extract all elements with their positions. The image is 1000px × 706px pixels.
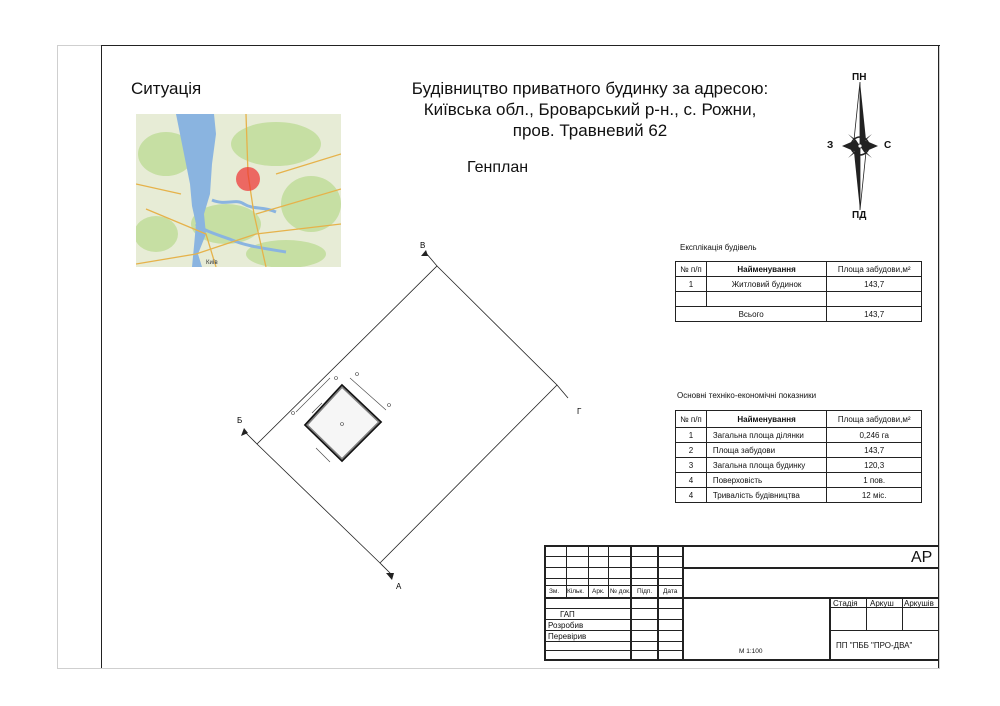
table-total-row xyxy=(676,307,922,322)
title-block xyxy=(544,545,939,661)
title-line: пров. Травневий 62 xyxy=(512,121,668,140)
house-footprint xyxy=(292,373,391,463)
plot-corner-label: В xyxy=(420,241,426,250)
stamp-column-label: Підп. xyxy=(637,588,653,595)
plot-corner-label: Б xyxy=(237,416,243,425)
table-header-cell: Найменування xyxy=(706,411,827,428)
table-cell: 2 xyxy=(676,443,707,458)
table-cell xyxy=(676,292,707,307)
explication-table xyxy=(675,261,922,322)
title-line: Київська обл., Броварський р-н., с. Рожни, xyxy=(423,100,757,119)
table-header-cell: Площа забудови,м² xyxy=(827,411,922,428)
stamp-column-label: Дата xyxy=(663,588,678,595)
explication-title: Експлікація будівель xyxy=(680,243,757,252)
table-cell: 12 міс. xyxy=(827,488,922,503)
arrow-marker xyxy=(421,250,428,256)
stamp-role-label: ГАП xyxy=(560,610,575,619)
stamp-column-label: № док. xyxy=(610,588,631,595)
total-label: Всього xyxy=(676,307,827,322)
table-cell: 143,7 xyxy=(827,443,922,458)
table-header-cell: № п/п xyxy=(676,411,707,428)
table-cell xyxy=(706,292,827,307)
table-row xyxy=(676,277,922,292)
title-line: Будівництво приватного будинку за адресою: xyxy=(411,79,769,98)
table-row xyxy=(676,443,922,458)
table-header-row xyxy=(676,262,922,277)
table-cell: 4 xyxy=(676,488,707,503)
table-cell: Житловий будинок xyxy=(706,277,827,292)
plot-boundary xyxy=(257,266,557,563)
table-cell: 4 xyxy=(676,473,707,488)
compass-east-label: С xyxy=(884,140,892,151)
table-cell: 0,246 га xyxy=(827,428,922,443)
table-header-cell: Найменування xyxy=(706,262,827,277)
plot-corner-label: Г xyxy=(577,407,582,416)
table-row xyxy=(676,428,922,443)
table-row xyxy=(676,292,922,307)
table-cell: 1 xyxy=(676,277,707,292)
table-header-cell: № п/п xyxy=(676,262,707,277)
table-cell: 1 xyxy=(676,428,707,443)
arrow-marker xyxy=(386,573,394,580)
situation-label: Ситуація xyxy=(131,79,202,98)
stamp-column-label: Кільк. xyxy=(567,588,585,595)
stamp-stage-header: Аркушів xyxy=(904,599,934,608)
document-code: АР xyxy=(911,549,933,566)
table-cell xyxy=(827,292,922,307)
indicators-title: Основні техніко-економічні показники xyxy=(677,391,817,400)
stamp-stage-header: Стадія xyxy=(833,599,858,608)
company-name: ПП "ПББ "ПРО-ДВА" xyxy=(836,641,913,650)
table-header-row xyxy=(676,411,922,428)
indicators-table xyxy=(675,410,922,503)
arrow-marker xyxy=(241,428,248,436)
table-cell: Поверховість xyxy=(706,473,827,488)
table-cell: Загальна площа будинку xyxy=(706,458,827,473)
compass-south-label: ПД xyxy=(852,210,867,221)
compass-north-label: ПН xyxy=(852,72,867,83)
table-cell: 3 xyxy=(676,458,707,473)
stamp-role-label: Перевірив xyxy=(548,632,587,641)
table-cell: 120,3 xyxy=(827,458,922,473)
genplan-label: Генплан xyxy=(467,159,529,176)
table-row xyxy=(676,458,922,473)
table-cell: Загальна площа ділянки xyxy=(706,428,827,443)
stamp-role-label: Розробив xyxy=(548,621,584,630)
stamp-stage-header: Аркуш xyxy=(870,599,894,608)
compass-west-label: З xyxy=(827,140,834,151)
stamp-column-label: Арк. xyxy=(592,588,605,595)
table-cell: 1 пов. xyxy=(827,473,922,488)
table-row xyxy=(676,473,922,488)
table-header-cell: Площа забудови,м² xyxy=(827,262,922,277)
table-row xyxy=(676,488,922,503)
drawing-scale: М 1:100 xyxy=(739,648,763,655)
total-value: 143,7 xyxy=(827,307,922,322)
table-cell: 143,7 xyxy=(827,277,922,292)
plot-extension-line xyxy=(245,432,257,444)
table-cell: Площа забудови xyxy=(706,443,827,458)
plot-corner-label: А xyxy=(396,582,402,591)
map-city-label: Київ xyxy=(206,260,218,266)
table-cell: Тривалість будівництва xyxy=(706,488,827,503)
stamp-column-label: Зм. xyxy=(549,588,560,595)
plot-extension-line xyxy=(557,385,568,398)
